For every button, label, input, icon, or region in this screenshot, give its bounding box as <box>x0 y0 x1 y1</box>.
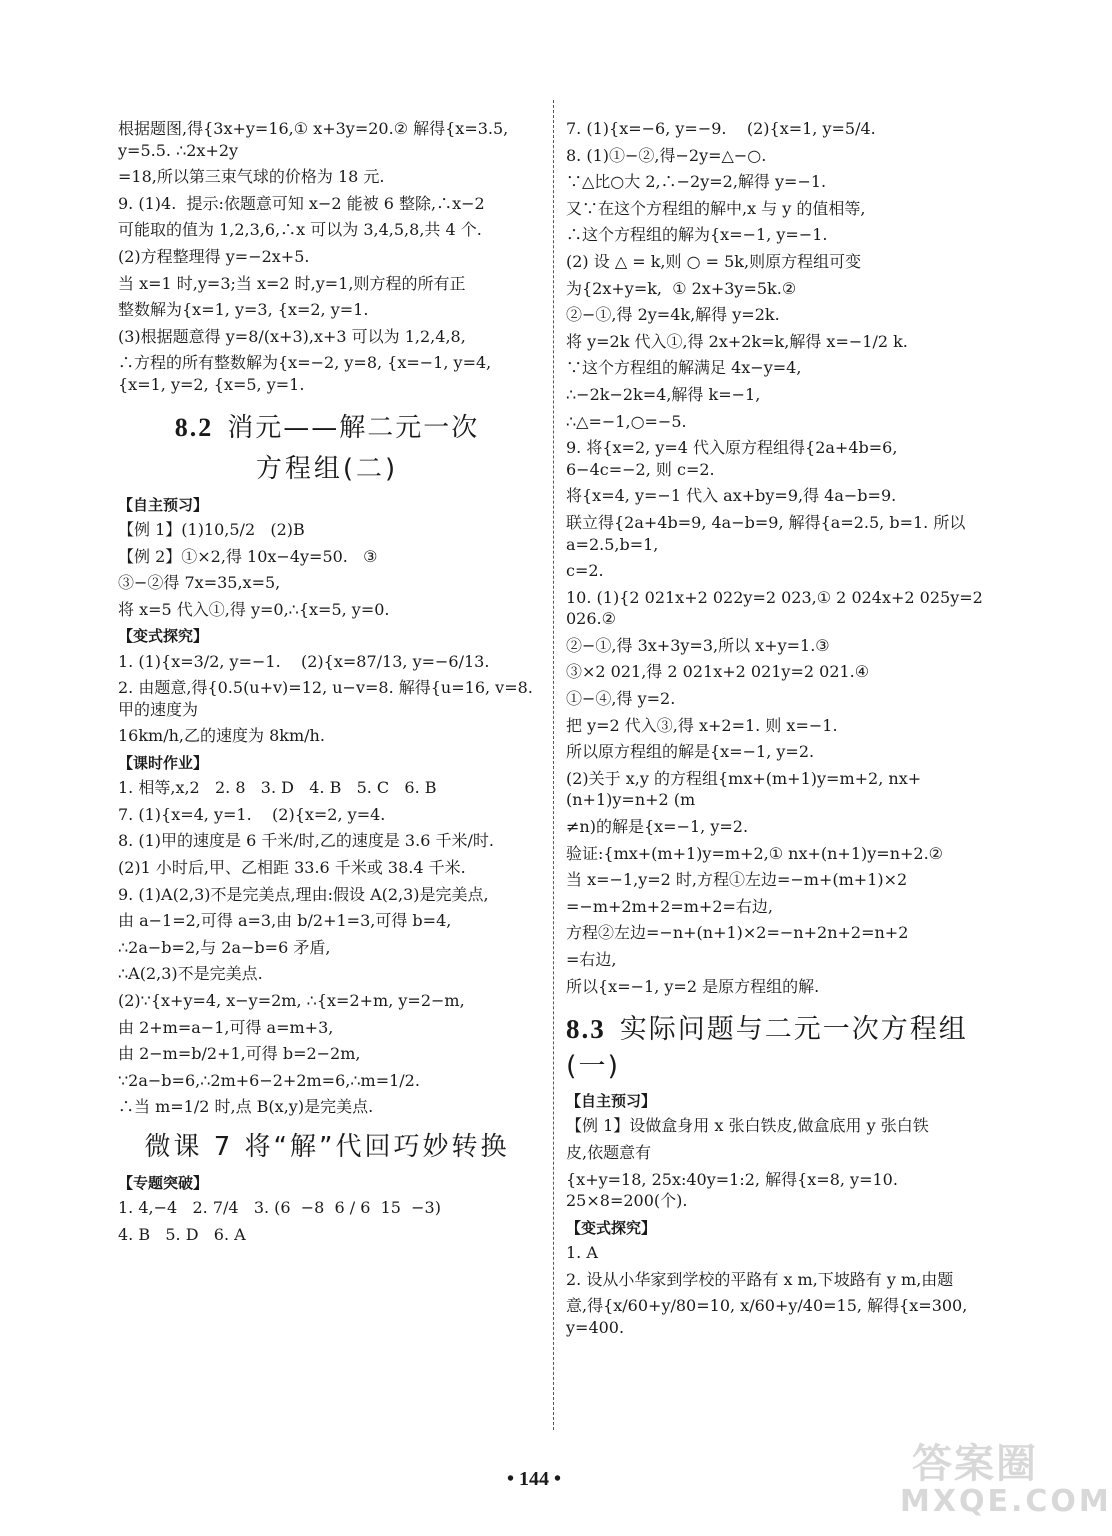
text-line: 当 x=1 时,y=3;当 x=2 时,y=1,则方程的所有正 <box>118 273 466 293</box>
text-line: ①−④,得 y=2. <box>566 689 676 709</box>
text-line: {x+y=18, 25x:40y=1:2, 解得{x=8, y=10. 25×8=200(个). <box>566 1169 904 1211</box>
text-line: 9. 将{x=2, y=4 代入原方程组得{2a+4b=6, 6−4c=−2, 则 c=2. <box>566 438 903 479</box>
text-line: ∴2a−b=2,与 2a−b=6 矛盾, <box>118 937 331 957</box>
text-line: 9. (1)4. 提示:依题意可知 x−2 能被 6 整除,∴x−2 <box>118 193 485 213</box>
text-line: ②−①,得 2y=4k,解得 y=2k. <box>566 305 780 325</box>
special-topic-block <box>118 1197 536 1245</box>
text-line: ∴当 m=1/2 时,点 B(x,y)是完美点. <box>118 1097 374 1117</box>
section-marker: 【自主预习】 <box>566 1092 657 1111</box>
text-line: ∴△=−1,○=−5. <box>566 411 687 431</box>
text-line: c=2. <box>566 561 604 581</box>
text-line: 8. (1)甲的速度是 6 千米/时,乙的速度是 3.6 千米/时. <box>118 831 494 851</box>
text-line: 联立得{2a+4b=9, 4a−b=9, 解得{a=2.5, b=1. 所以 a=2.5,b=1, <box>566 512 971 554</box>
section-number: 8.2 <box>174 412 214 442</box>
text-line: 可能取的值为 1,2,3,6,∴x 可以为 3,4,5,8,共 4 个. <box>118 220 482 240</box>
left-column <box>118 118 536 1250</box>
text-line: ≠n)的解是{x=−1, y=2. <box>566 817 749 837</box>
section-subtitle: 方程组(二) <box>255 453 399 484</box>
text-line: ③×2 021,得 2 021x+2 021y=2 021.④ <box>566 662 870 682</box>
watermark-text: 答案圈 <box>912 1441 1038 1487</box>
text-line: 7. (1){x=−6, y=−9. (2){x=1, y=5/4. <box>566 119 876 138</box>
section-title: 消元——解二元一次 <box>227 412 480 443</box>
section-number: 8.3 <box>566 1014 606 1045</box>
text-line: 皮,依题意有 <box>566 1142 652 1162</box>
section-marker: 【自主预习】 <box>118 495 209 514</box>
text-line: (2)关于 x,y 的方程组{mx+(m+1)y=m+2, nx+(n+1)y=n+2 (m <box>566 768 922 810</box>
text-line: 9. (1)A(2,3)不是完美点,理由:假设 A(2,3)是完美点, <box>118 884 489 904</box>
text-line: 1. 4,−4 2. 7/4 3. (6 −8 6 / 6 15 −3) <box>118 1198 441 1218</box>
right-top-block <box>566 118 986 997</box>
text-line: ∵2a−b=6,∴2m+6−2+2m=6,∴m=1/2. <box>118 1070 420 1090</box>
preview-block <box>118 519 536 620</box>
section-title: 实际问题与二元一次方程组(一) <box>566 1014 968 1082</box>
text-line: 将{x=4, y=−1 代入 ax+by=9,得 4a−b=9. <box>566 486 897 506</box>
text-line: 将 y=2k 代入①,得 2x+2k=k,解得 x=−1/2 k. <box>566 331 908 351</box>
left-top-block <box>118 118 536 396</box>
section-marker: 【课时作业】 <box>118 753 209 772</box>
watermark-logo <box>900 1441 1112 1522</box>
text-line: ③−②得 7x=35,x=5, <box>118 573 281 593</box>
text-line: 把 y=2 代入③,得 x+2=1. 则 x=−1. <box>566 715 838 735</box>
text-line: (2) 设 △ = k,则 ○ = 5k,则原方程组可变 <box>566 251 862 271</box>
preview-block <box>566 1115 986 1211</box>
watermark-url: MXQE.COM <box>900 1484 1112 1519</box>
text-line: 1. (1){x=3/2, y=−1. (2){x=87/13, y=−6/13. <box>118 651 490 671</box>
text-line: ∵这个方程组的解满足 4x−y=4, <box>566 358 802 378</box>
text-line: ∵△比○大 2,∴−2y=2,解得 y=−1. <box>566 172 827 192</box>
right-column <box>566 118 986 1343</box>
column-divider <box>553 100 555 1430</box>
homework-block <box>118 777 536 1118</box>
section-8-3-heading <box>566 1011 986 1085</box>
section-marker: 【专题突破】 <box>118 1174 209 1193</box>
variant-block <box>566 1242 986 1338</box>
text-line: 将 x=5 代入①,得 y=0,∴{x=5, y=0. <box>118 599 390 619</box>
text-line: (3)根据题意得 y=8/(x+3),x+3 可以为 1,2,4,8, <box>118 326 466 346</box>
text-line: ∴方程的所有整数解为{x=−2, y=8, {x=−1, y=4, {x=1, y=2, {x=5, y=1. <box>118 353 497 394</box>
section-marker: 【变式探究】 <box>118 627 209 646</box>
text-line: 1. 相等,x,2 2. 8 3. D 4. B 5. C 6. B <box>118 778 437 798</box>
text-line: =−m+2m+2=m+2=右边, <box>566 896 773 916</box>
text-line: 2. 由题意,得{0.5(u+v)=12, u−v=8. 解得{u=16, v=8. 甲的速度为 <box>118 678 538 719</box>
text-line: 【例 1】(1)10,5/2 (2)B <box>118 519 305 539</box>
text-line: 所以原方程组的解是{x=−1, y=2. <box>566 742 815 762</box>
text-line: 整数解为{x=1, y=3, {x=2, y=1. <box>118 300 369 320</box>
text-line: ∴A(2,3)不是完美点. <box>118 964 263 984</box>
text-line: 7. (1){x=4, y=1. (2){x=2, y=4. <box>118 804 386 824</box>
text-line: 当 x=−1,y=2 时,方程①左边=−m+(m+1)×2 <box>566 870 908 890</box>
text-line: 【例 1】设做盒身用 x 张白铁皮,做盒底用 y 张白铁 <box>566 1116 929 1136</box>
text-line: 2. 设从小华家到学校的平路有 x m,下坡路有 y m,由题 <box>566 1269 954 1289</box>
text-line: 由 a−1=2,可得 a=3,由 b/2+1=3,可得 b=4, <box>118 911 452 931</box>
text-line: 4. B 5. D 6. A <box>118 1224 246 1244</box>
micro-lesson-title: 微课 7 将“解”代回巧妙转换 <box>144 1131 510 1162</box>
variant-block <box>118 651 536 747</box>
text-line: 1. A <box>566 1242 598 1262</box>
text-line: (2)∵{x+y=4, x−y=2m, ∴{x=2+m, y=2−m, <box>118 990 465 1010</box>
section-marker: 【变式探究】 <box>566 1218 657 1237</box>
text-line: 由 2+m=a−1,可得 a=m+3, <box>118 1017 334 1037</box>
text-line: 验证:{mx+(m+1)y=m+2,① nx+(n+1)y=n+2.② <box>566 843 944 863</box>
text-line: 16km/h,乙的速度为 8km/h. <box>118 726 325 746</box>
text-line: 为{2x+y=k, ① 2x+3y=5k.② <box>566 278 797 298</box>
text-line: ②−①,得 3x+3y=3,所以 x+y=1.③ <box>566 635 830 655</box>
text-line: =右边, <box>566 950 617 969</box>
text-line: 根据题图,得{3x+y=16,① x+3y=20.② 解得{x=3.5, y=5.5. ∴2x+2y <box>118 119 514 160</box>
text-line: 又∵在这个方程组的解中,x 与 y 的值相等, <box>566 198 866 218</box>
text-line: (2)方程整理得 y=−2x+5. <box>118 246 310 266</box>
text-line: ∴这个方程组的解为{x=−1, y=−1. <box>566 225 828 245</box>
text-line: 方程②左边=−n+(n+1)×2=−n+2n+2=n+2 <box>566 923 909 943</box>
text-line: 8. (1)①−②,得−2y=△−○. <box>566 145 767 165</box>
text-line: =18,所以第三束气球的价格为 18 元. <box>118 167 385 187</box>
text-line: ∴−2k−2k=4,解得 k=−1, <box>566 384 761 404</box>
page-number: • 144 • <box>506 1468 561 1490</box>
text-line: 由 2−m=b/2+1,可得 b=2−2m, <box>118 1044 361 1064</box>
text-line: 【例 2】①×2,得 10x−4y=50. ③ <box>118 546 378 566</box>
text-line: 意,得{x/60+y/80=10, x/60+y/40=15, 解得{x=300, y=400. <box>566 1296 973 1337</box>
text-line: (2)1 小时后,甲、乙相距 33.6 千米或 38.4 千米. <box>118 858 466 877</box>
section-8-2-heading <box>118 410 536 446</box>
text-line: 10. (1){2 021x+2 022y=2 023,① 2 024x+2 025y=2 026.② <box>566 587 988 629</box>
text-line: 所以{x=−1, y=2 是原方程组的解. <box>566 976 820 996</box>
